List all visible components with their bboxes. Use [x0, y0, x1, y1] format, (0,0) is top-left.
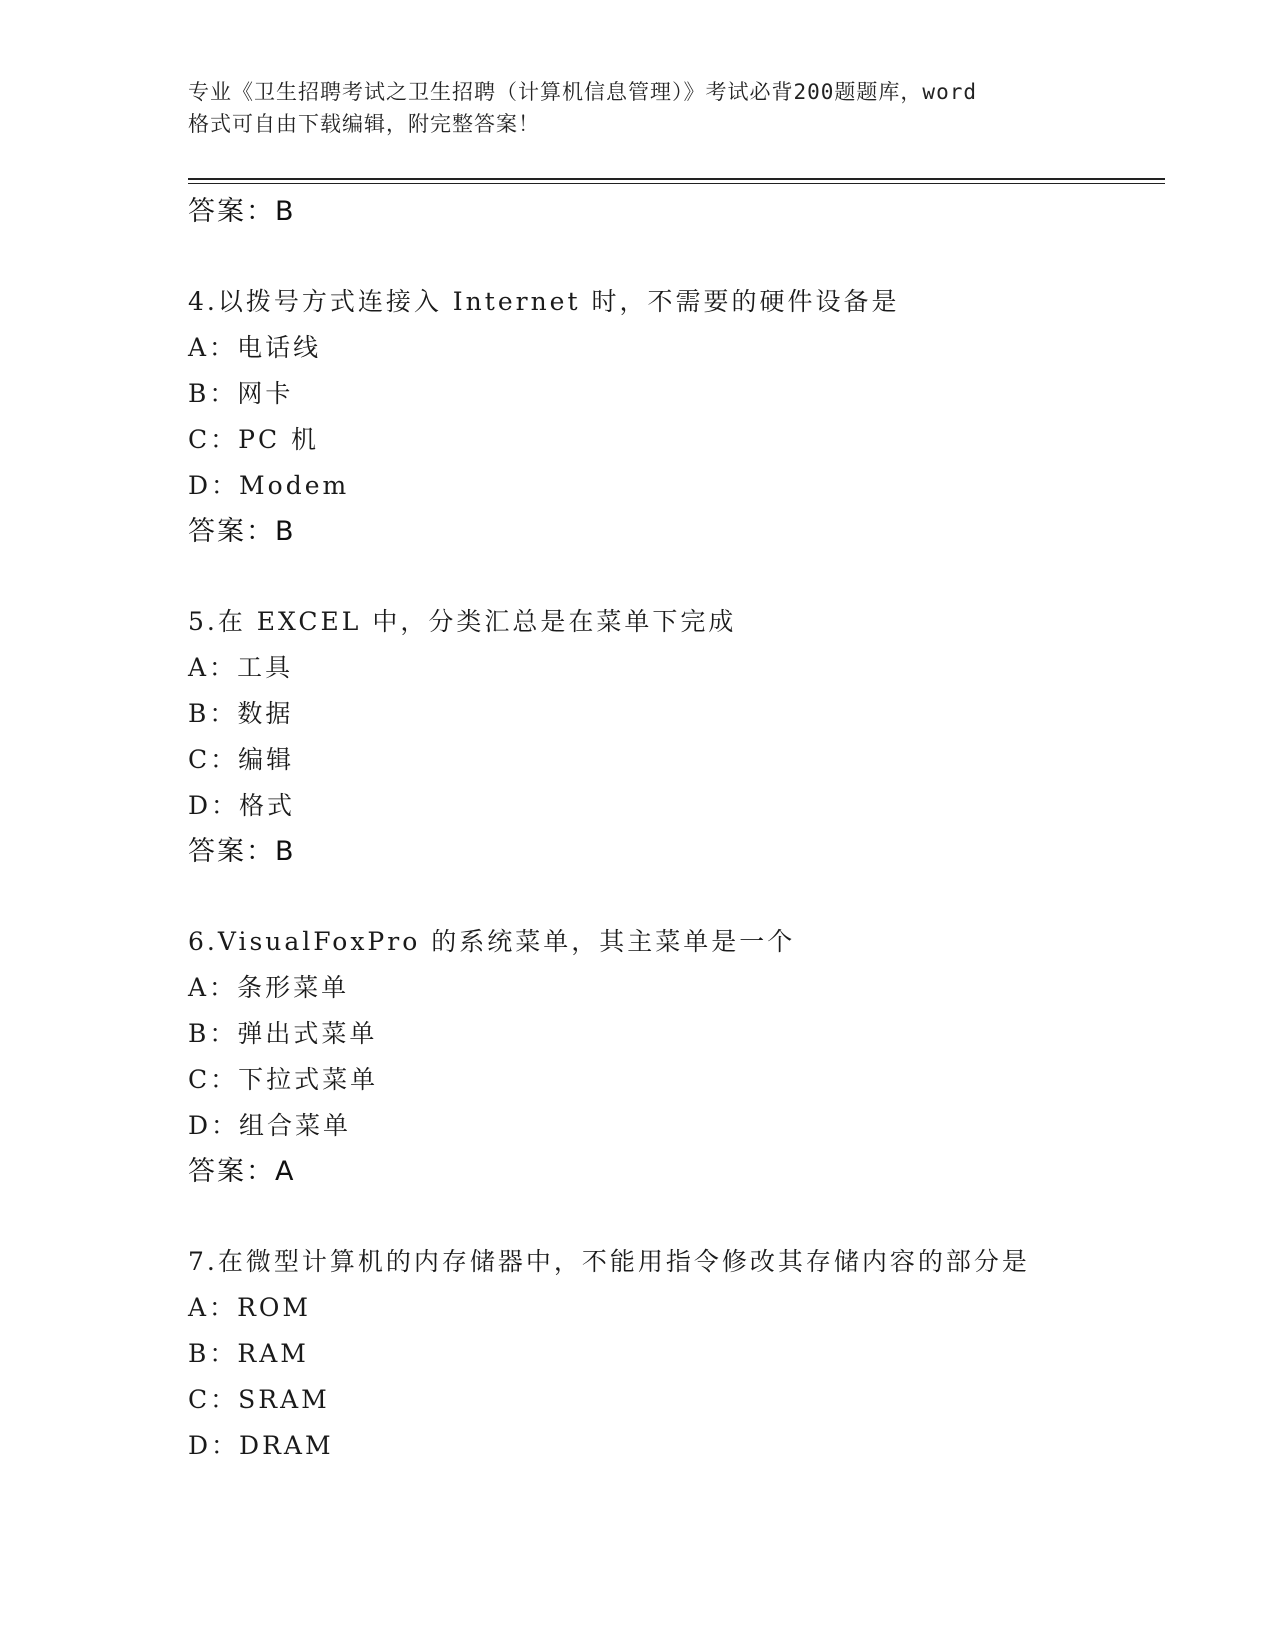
option-label: C：	[188, 1065, 239, 1094]
option-label: B：	[188, 1339, 238, 1368]
option-d	[188, 1423, 1168, 1469]
option-b	[188, 1331, 1168, 1377]
option-label: B：	[188, 699, 238, 728]
option-text: 数据	[237, 699, 294, 728]
option-label: A：	[188, 973, 238, 1002]
question-gap	[188, 875, 1168, 919]
option-label: B：	[188, 379, 238, 408]
question-text: 6.VisualFoxPro 的系统菜单，其主菜单是一个	[188, 927, 796, 956]
answer-line: 答案：B	[188, 516, 296, 547]
option-label: C：	[188, 745, 239, 774]
option-text: DRAM	[239, 1431, 334, 1460]
question-gap	[188, 555, 1168, 599]
option-c	[188, 737, 1168, 783]
option-label: A：	[188, 653, 238, 682]
option-b	[188, 1011, 1168, 1057]
option-label: C：	[188, 1385, 239, 1414]
option-text: PC 机	[238, 425, 320, 454]
option-label: C：	[188, 425, 239, 454]
option-text: 条形菜单	[237, 973, 350, 1002]
option-label: A：	[188, 333, 238, 362]
option-d	[188, 1103, 1168, 1149]
option-label: D：	[188, 791, 240, 820]
option-c	[188, 1377, 1168, 1423]
option-b	[188, 371, 1168, 417]
question-gap	[188, 235, 1168, 279]
answer-line: 答案：B	[188, 196, 296, 227]
option-text: 下拉式菜单	[238, 1065, 379, 1094]
header-line-2: 格式可自由下载编辑，附完整答案！	[188, 112, 540, 136]
option-label: D：	[188, 1111, 240, 1140]
option-d	[188, 783, 1168, 829]
option-text: 编辑	[238, 745, 295, 774]
option-text: 组合菜单	[239, 1111, 352, 1140]
option-text: 弹出式菜单	[237, 1019, 378, 1048]
question-text: 4.以拨号方式连接入 Internet 时，不需要的硬件设备是	[188, 287, 900, 316]
option-a	[188, 1285, 1168, 1331]
option-text: 电话线	[237, 333, 322, 362]
question-text: 5.在 EXCEL 中，分类汇总是在菜单下完成	[188, 607, 737, 636]
option-b	[188, 691, 1168, 737]
option-text: RAM	[237, 1339, 309, 1368]
option-label: D：	[188, 1431, 240, 1460]
option-d	[188, 463, 1168, 509]
option-c	[188, 417, 1168, 463]
option-c	[188, 1057, 1168, 1103]
option-text: 网卡	[237, 379, 294, 408]
option-text: 格式	[239, 791, 296, 820]
option-a	[188, 645, 1168, 691]
page-header	[188, 76, 1088, 140]
header-line-1: 专业《卫生招聘考试之卫生招聘（计算机信息管理）》考试必背200题题库，word	[188, 80, 977, 104]
option-text: Modem	[239, 471, 350, 500]
option-label: A：	[188, 1293, 238, 1322]
header-rule-thick	[188, 178, 1165, 180]
option-a	[188, 325, 1168, 371]
question-gap	[188, 1195, 1168, 1239]
option-text: ROM	[237, 1293, 311, 1322]
option-label: B：	[188, 1019, 238, 1048]
answer-line: 答案：B	[188, 836, 296, 867]
answer-line: 答案：A	[188, 1156, 296, 1187]
option-a	[188, 965, 1168, 1011]
header-rule-thin	[188, 183, 1165, 184]
option-text: SRAM	[238, 1385, 330, 1414]
option-label: D：	[188, 471, 240, 500]
question-text: 7.在微型计算机的内存储器中，不能用指令修改其存储内容的部分是	[188, 1247, 1030, 1276]
option-text: 工具	[237, 653, 294, 682]
question-list	[188, 189, 1168, 1469]
